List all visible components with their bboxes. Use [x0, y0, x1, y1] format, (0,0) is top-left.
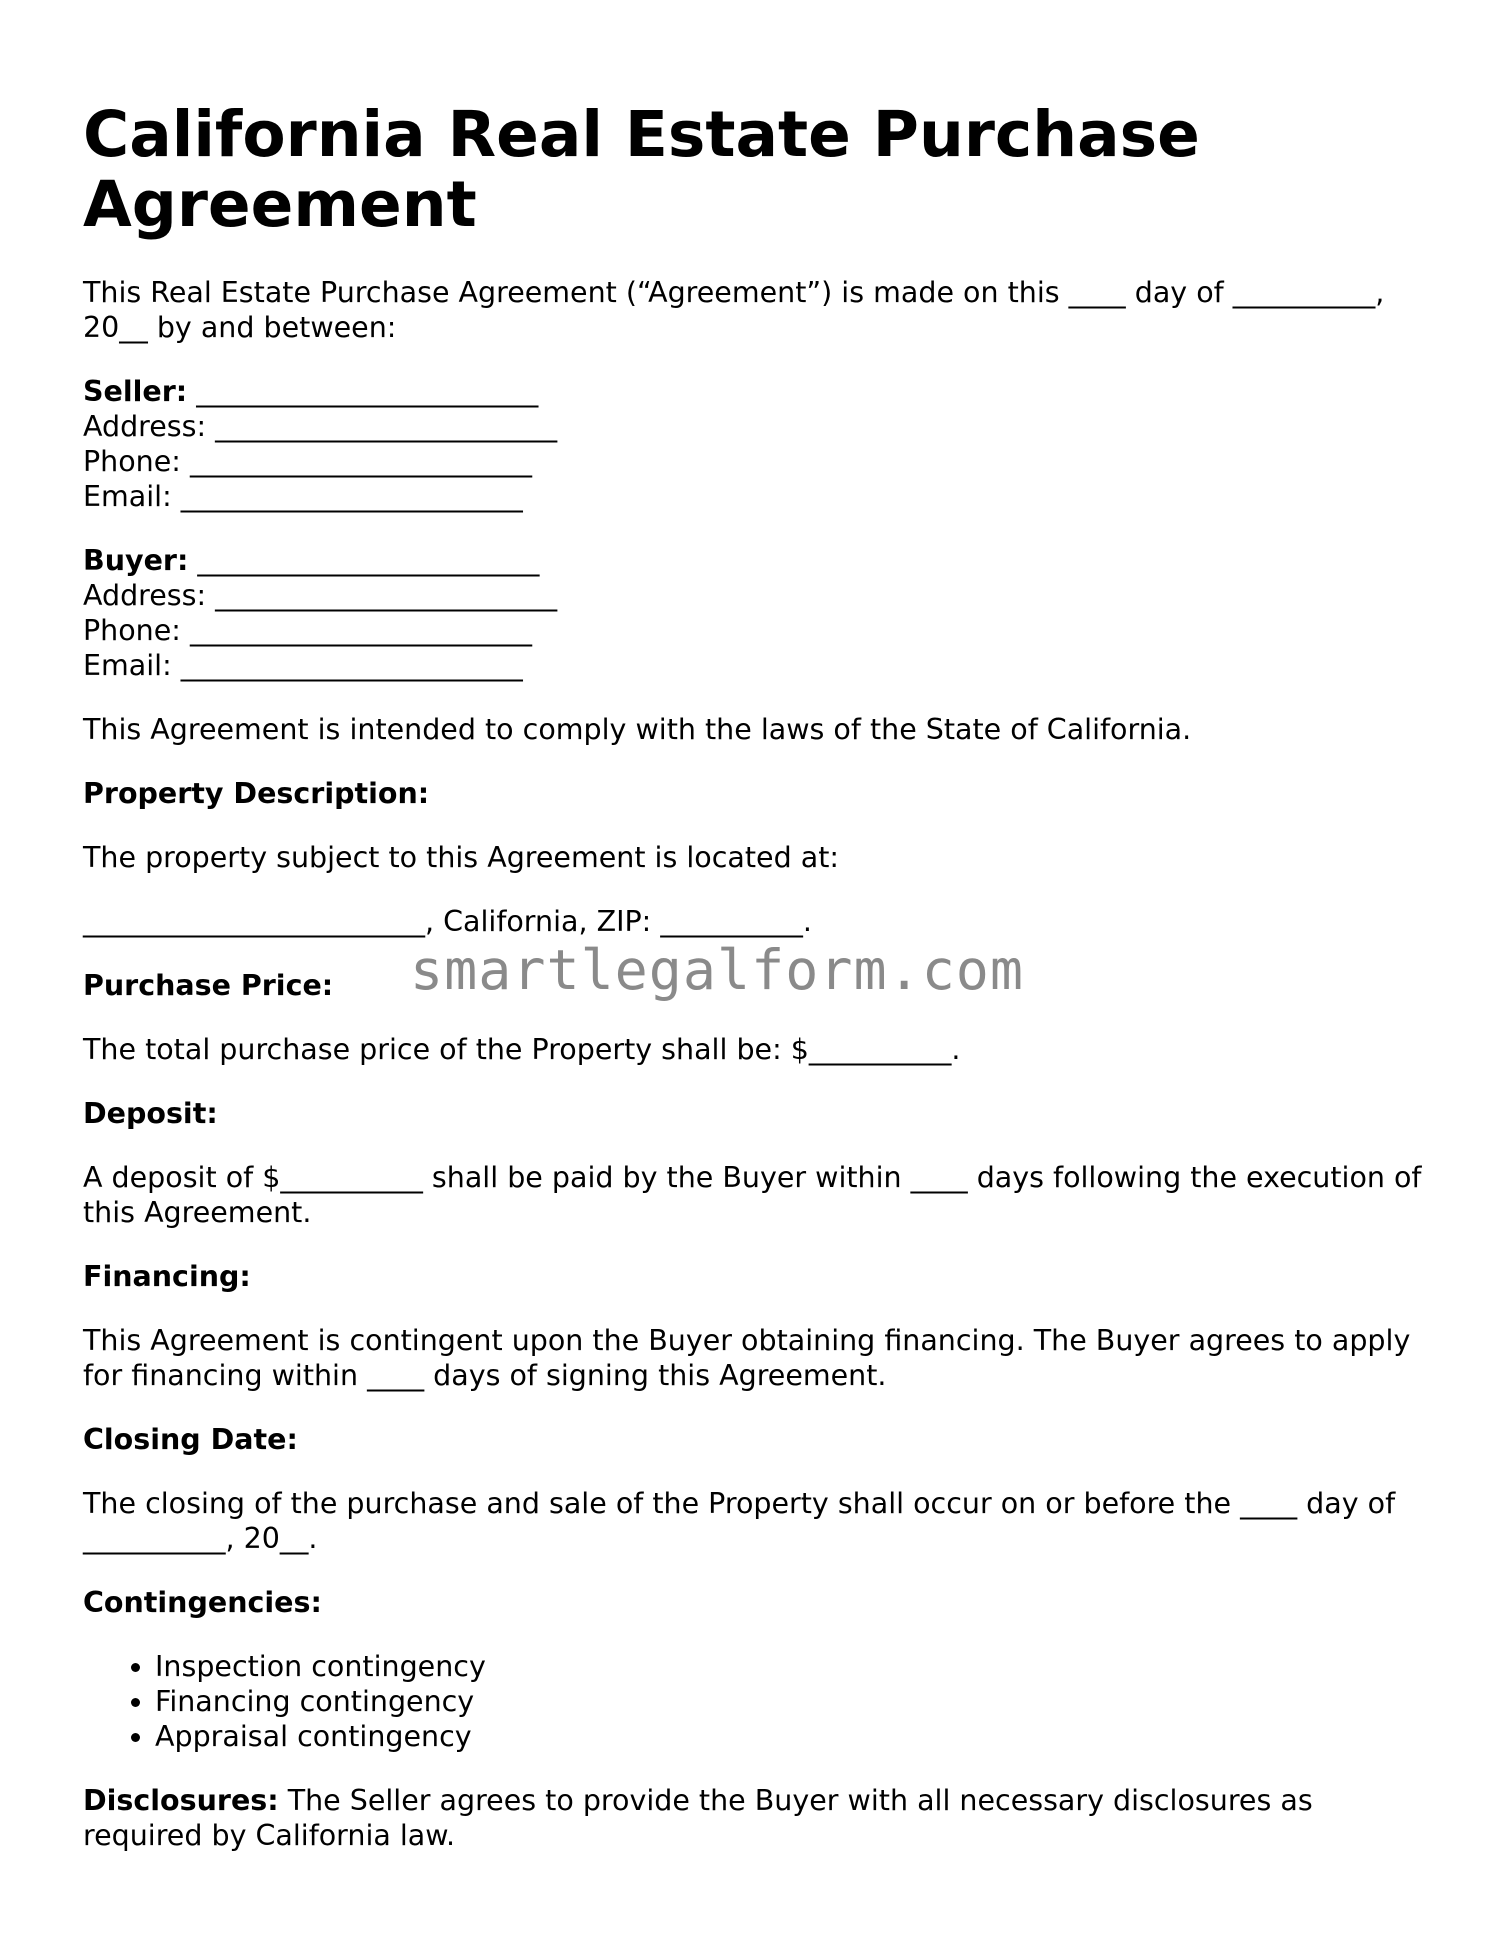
seller-email-line: Email: ________________________	[83, 480, 523, 513]
buyer-phone-line: Phone: ________________________	[83, 614, 532, 647]
intro-paragraph: This Real Estate Purchase Agreement (“Agreement”) is made on this ____ day of __________, 20__ by and between:	[83, 276, 1385, 344]
contingencies-list	[83, 1649, 1423, 1754]
property-heading: Property Description:	[83, 777, 430, 810]
disclosures-paragraph	[83, 1783, 1423, 1853]
seller-phone-line: Phone: ________________________	[83, 445, 532, 478]
document-title: California Real Estate Purchase Agreement	[83, 98, 1200, 241]
closing-text: The closing of the purchase and sale of the Property shall occur on or before the ____ day of __________, 20__.	[83, 1487, 1396, 1555]
buyer-email-line: Email: ________________________	[83, 649, 523, 682]
closing-heading: Closing Date:	[83, 1423, 298, 1456]
buyer-block	[83, 543, 1423, 683]
financing-heading: Financing:	[83, 1260, 251, 1293]
contingencies-heading: Contingencies:	[83, 1586, 322, 1619]
disclosures-text: The Seller agrees to provide the Buyer with all necessary disclosures as required by California law.	[83, 1784, 1313, 1852]
price-heading: Purchase Price:	[83, 969, 334, 1002]
property-text: The property subject to this Agreement is located at:	[83, 841, 839, 874]
financing-text: This Agreement is contingent upon the Buyer obtaining financing. The Buyer agrees to apply for financing within ____ days of signing this Agreement.	[83, 1324, 1411, 1392]
compliance-paragraph: This Agreement is intended to comply with the laws of the State of California.	[83, 713, 1192, 746]
disclosures-label: Disclosures:	[83, 1784, 279, 1817]
buyer-address-line: Address: ________________________	[83, 579, 558, 612]
property-location: ________________________, California, ZIP: __________.	[83, 905, 812, 938]
seller-name-blank: ________________________	[187, 375, 539, 408]
seller-block	[83, 374, 1423, 514]
buyer-label: Buyer:	[83, 544, 189, 577]
buyer-name-blank: ________________________	[188, 544, 540, 577]
buyer-name-line	[83, 543, 1423, 578]
list-item: • Inspection contingency	[155, 1649, 1423, 1684]
seller-name-line	[83, 374, 1423, 409]
list-item: • Financing contingency	[155, 1684, 1423, 1719]
deposit-heading: Deposit:	[83, 1097, 218, 1130]
watermark: smartlegalform.com	[410, 938, 1025, 1002]
seller-address-line: Address: ________________________	[83, 410, 558, 443]
deposit-text: A deposit of $__________ shall be paid by the Buyer within ____ days following the execution of this Agreement.	[83, 1161, 1422, 1229]
list-item: • Appraisal contingency	[155, 1719, 1423, 1754]
price-text: The total purchase price of the Property shall be: $__________.	[83, 1033, 961, 1066]
seller-label: Seller:	[83, 375, 188, 408]
